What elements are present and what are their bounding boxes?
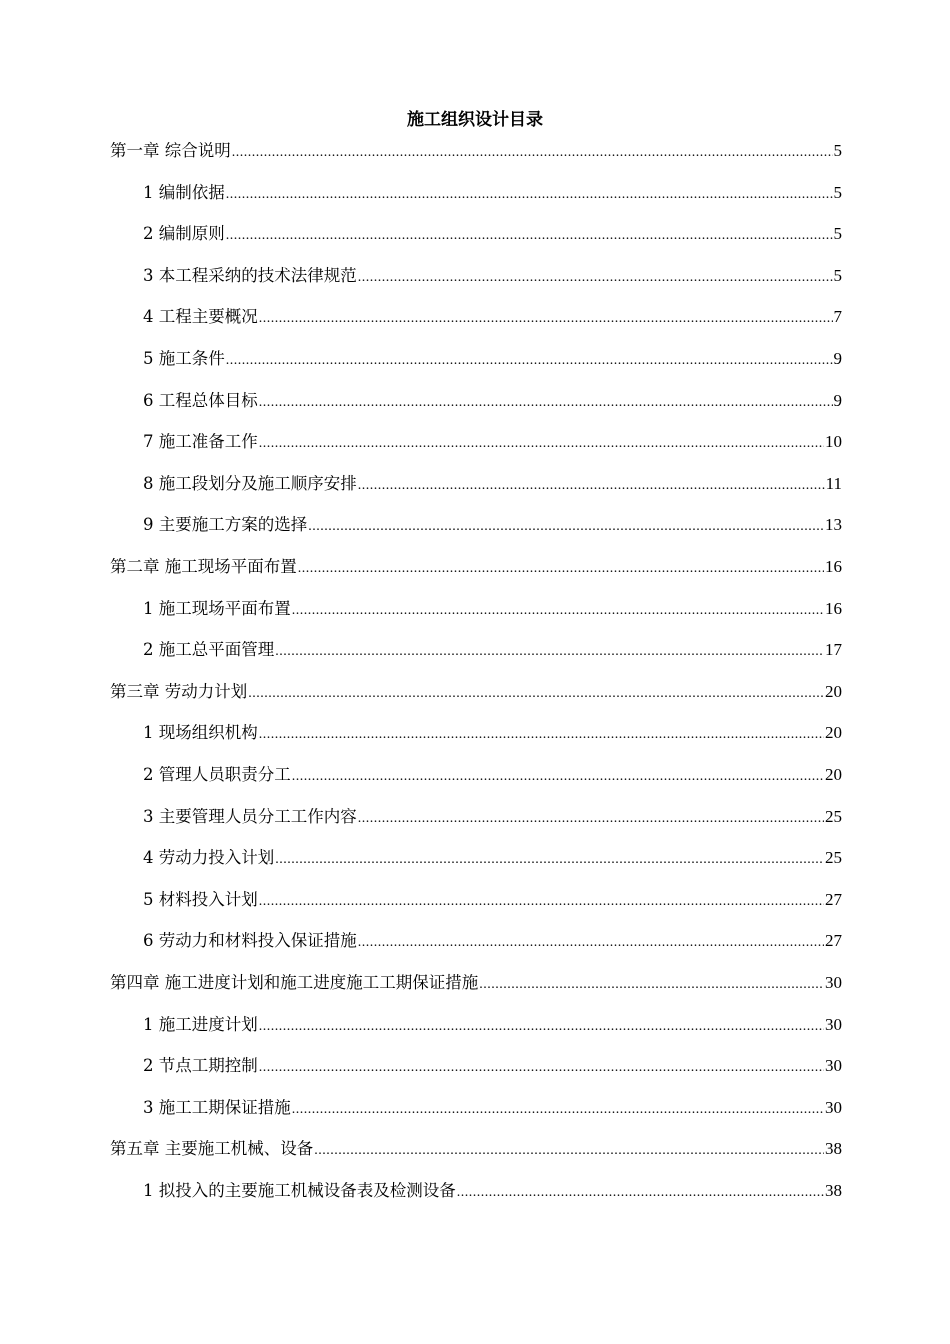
toc-dot-leader xyxy=(275,639,824,665)
toc-entry-title: 第四章 施工进度计划和施工进度施工工期保证措施 xyxy=(110,973,479,992)
toc-entry-title: 2 管理人员职责分工 xyxy=(143,765,291,784)
toc-entry-title: 6 工程总体目标 xyxy=(143,390,258,410)
toc-chapter-entry[interactable] xyxy=(110,138,842,164)
toc-entry-title: 第一章 综合说明 xyxy=(110,141,231,160)
toc-section-entry[interactable] xyxy=(143,928,842,954)
toc-section-entry[interactable] xyxy=(143,804,842,830)
toc-page-number: 25 xyxy=(825,848,842,868)
toc-section-entry[interactable] xyxy=(143,221,842,247)
toc-page-number: 27 xyxy=(825,889,842,909)
toc-dot-leader xyxy=(259,1055,824,1081)
toc-dot-leader xyxy=(308,514,824,540)
toc-dot-leader xyxy=(226,182,833,208)
toc-section-entry[interactable] xyxy=(143,346,842,372)
toc-chapter-entry[interactable] xyxy=(110,679,842,705)
toc-section-entry[interactable] xyxy=(143,762,842,788)
toc-dot-leader xyxy=(232,140,833,166)
toc-section-entry[interactable] xyxy=(143,263,842,289)
toc-entry-title: 5 材料投入计划 xyxy=(143,889,258,909)
toc-page-number: 25 xyxy=(825,806,842,826)
toc-chapter-entry[interactable] xyxy=(110,970,842,996)
toc-page-number: 5 xyxy=(833,224,842,244)
toc-page-number: 7 xyxy=(833,307,842,327)
toc-page-number: 27 xyxy=(825,931,842,951)
toc-section-entry[interactable] xyxy=(143,887,842,913)
toc-page-number: 38 xyxy=(825,1181,842,1200)
toc-dot-leader xyxy=(275,847,824,873)
toc-section-entry[interactable] xyxy=(143,720,842,746)
toc-section-entry[interactable] xyxy=(143,429,842,455)
toc-entry-title: 4 工程主要概况 xyxy=(143,307,258,327)
toc-entry-title: 7 施工准备工作 xyxy=(143,432,258,452)
toc-entry-title: 2 节点工期控制 xyxy=(143,1056,258,1076)
toc-section-entry[interactable] xyxy=(143,388,842,414)
toc-dot-leader xyxy=(226,348,833,374)
toc-entry-title: 3 施工工期保证措施 xyxy=(143,1097,291,1117)
toc-dot-leader xyxy=(226,223,833,249)
toc-entry-title: 第五章 主要施工机械、设备 xyxy=(110,1139,314,1159)
toc-section-entry[interactable] xyxy=(143,596,842,622)
toc-section-entry[interactable] xyxy=(143,471,842,497)
toc-entry-title: 4 劳动力投入计划 xyxy=(143,848,275,868)
toc-dot-leader xyxy=(248,681,824,707)
toc-entry-title: 3 本工程采纳的技术法律规范 xyxy=(143,265,357,285)
toc-dot-leader xyxy=(314,1138,824,1164)
toc-entry-title: 3 主要管理人员分工工作内容 xyxy=(143,806,357,826)
toc-page-number: 20 xyxy=(825,765,842,784)
toc-dot-leader xyxy=(292,764,824,790)
toc-dot-leader xyxy=(358,930,824,956)
toc-chapter-entry[interactable] xyxy=(110,554,842,580)
toc-dot-leader xyxy=(358,473,825,499)
toc-entry-title: 6 劳动力和材料投入保证措施 xyxy=(143,931,357,951)
toc-entry-title: 1 现场组织机构 xyxy=(143,723,258,743)
toc-page-number: 20 xyxy=(825,681,842,701)
toc-page-number: 11 xyxy=(825,473,842,493)
toc-dot-leader xyxy=(259,1014,824,1040)
toc-dot-leader xyxy=(259,306,833,332)
toc-page-number: 20 xyxy=(825,723,842,743)
toc-entry-title: 1 施工进度计划 xyxy=(143,1014,258,1034)
toc-page-number: 13 xyxy=(825,515,842,535)
toc-dot-leader xyxy=(259,722,824,748)
toc-section-entry[interactable] xyxy=(143,512,842,538)
toc-section-entry[interactable] xyxy=(143,637,842,663)
toc-page-number: 10 xyxy=(825,432,842,452)
toc-page-number: 9 xyxy=(833,349,842,368)
toc-page-number: 16 xyxy=(825,598,842,618)
toc-entry-title: 2 施工总平面管理 xyxy=(143,640,275,660)
toc-dot-leader xyxy=(457,1180,824,1206)
toc-entry-title: 9 主要施工方案的选择 xyxy=(143,515,308,535)
toc-chapter-entry[interactable] xyxy=(110,1136,842,1162)
toc-section-entry[interactable] xyxy=(143,1053,842,1079)
toc-page-number: 30 xyxy=(825,1097,842,1117)
toc-page-number: 17 xyxy=(825,640,842,660)
toc-entry-title: 第二章 施工现场平面布置 xyxy=(110,557,297,576)
toc-dot-leader xyxy=(358,806,824,832)
toc-page-number: 5 xyxy=(833,141,842,160)
toc-section-entry[interactable] xyxy=(143,180,842,206)
toc-page-number: 9 xyxy=(833,390,842,410)
toc-entry-title: 2 编制原则 xyxy=(143,224,225,244)
toc-page-number: 5 xyxy=(833,265,842,285)
toc-dot-leader xyxy=(259,390,833,416)
toc-dot-leader xyxy=(259,889,824,915)
toc-page-number: 30 xyxy=(825,1014,842,1034)
toc-page-number: 38 xyxy=(825,1139,842,1159)
toc-section-entry[interactable] xyxy=(143,845,842,871)
toc-dot-leader xyxy=(479,972,824,998)
toc-entry-title: 第三章 劳动力计划 xyxy=(110,681,248,701)
toc-page-number: 16 xyxy=(825,557,842,576)
toc-page-number: 30 xyxy=(825,973,842,992)
toc-entry-title: 5 施工条件 xyxy=(143,349,225,368)
toc-section-entry[interactable] xyxy=(143,1178,842,1204)
toc-entry-title: 1 拟投入的主要施工机械设备表及检测设备 xyxy=(143,1181,456,1200)
toc-section-entry[interactable] xyxy=(143,1095,842,1121)
toc-page-number: 5 xyxy=(833,182,842,202)
toc-section-entry[interactable] xyxy=(143,1012,842,1038)
toc-dot-leader xyxy=(259,431,824,457)
toc-page-number: 30 xyxy=(825,1056,842,1076)
toc-entry-title: 8 施工段划分及施工顺序安排 xyxy=(143,473,357,493)
toc-dot-leader xyxy=(292,598,824,624)
toc-entry-title: 1 编制依据 xyxy=(143,182,225,202)
toc-dot-leader xyxy=(358,265,833,291)
page-title: 施工组织设计目录 xyxy=(407,110,543,130)
toc-dot-leader xyxy=(298,556,824,582)
toc-dot-leader xyxy=(292,1097,824,1123)
toc-entry-title: 1 施工现场平面布置 xyxy=(143,598,291,618)
toc-section-entry[interactable] xyxy=(143,304,842,330)
